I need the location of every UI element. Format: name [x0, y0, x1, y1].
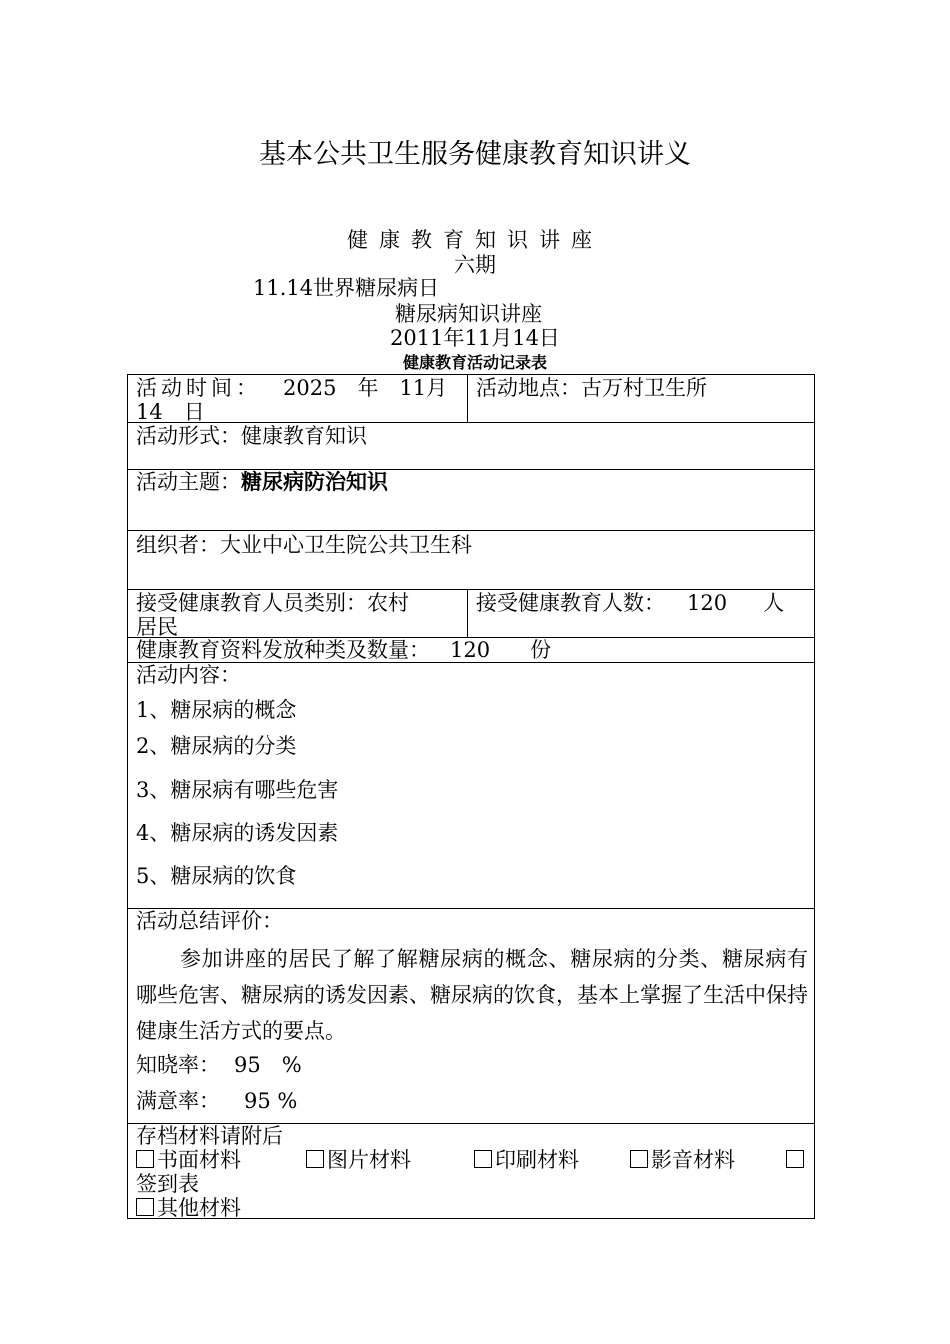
- archive-option-label: 图片材料: [327, 1148, 411, 1172]
- checkbox-icon[interactable]: [136, 1150, 154, 1168]
- satisfaction-rate-value: 95 %: [244, 1089, 298, 1113]
- table-caption: 健康教育活动记录表: [402, 353, 547, 372]
- archive-option-other[interactable]: [136, 1196, 241, 1220]
- activity-record-table: [127, 374, 815, 1219]
- content-item: 3、糖尿病有哪些危害: [136, 778, 339, 802]
- audience-category-value-cont: 居民: [136, 615, 178, 639]
- checkbox-icon[interactable]: [306, 1150, 324, 1168]
- content-item: 5、糖尿病的饮食: [136, 864, 297, 888]
- archive-option-label: 影音材料: [651, 1148, 735, 1172]
- column-divider: [467, 589, 468, 637]
- activity-time-cell: [136, 376, 461, 424]
- archive-option-written[interactable]: [136, 1148, 241, 1172]
- archive-option-audiovisual[interactable]: [630, 1148, 735, 1172]
- lecture-series: 健康教育知识讲座: [347, 228, 603, 252]
- activity-theme-value: 糖尿病防治知识: [241, 470, 388, 494]
- archive-option-signin-label: 签到表: [136, 1172, 199, 1196]
- organizer-label: 组织者：: [136, 533, 220, 557]
- activity-place-label: 活动地点：: [476, 376, 581, 400]
- event-name: 11.14世界糖尿病日: [253, 276, 440, 300]
- content-item: 2、糖尿病的分类: [136, 734, 297, 758]
- archive-option-label: 其他材料: [157, 1196, 241, 1220]
- row-divider: [128, 530, 814, 531]
- activity-form-label: 活动形式：: [136, 424, 241, 448]
- archive-option-label: 印刷材料: [495, 1148, 579, 1172]
- column-divider: [467, 375, 468, 422]
- row-divider: [128, 589, 814, 590]
- organizer-value: 大业中心卫生院公共卫生科: [220, 533, 472, 557]
- lecture-date: 2011年11月14日: [390, 326, 560, 350]
- awareness-rate: [136, 1053, 302, 1077]
- activity-form-value: 健康教育知识: [241, 424, 367, 448]
- audience-count-unit: 人: [763, 591, 785, 615]
- materials-cell: [136, 638, 551, 662]
- checkbox-icon[interactable]: [136, 1198, 154, 1216]
- archive-option-pictures[interactable]: [306, 1148, 411, 1172]
- summary-label: 活动总结评价：: [136, 909, 283, 933]
- activity-form-cell: [136, 424, 367, 448]
- page-title: 基本公共卫生服务健康教育知识讲义: [259, 139, 691, 170]
- organizer-cell: [136, 533, 472, 557]
- satisfaction-rate: [136, 1089, 297, 1113]
- audience-category-value: 农村: [367, 591, 409, 615]
- lecture-title: 糖尿病知识讲座: [395, 302, 542, 326]
- awareness-rate-value: 95 %: [234, 1053, 302, 1077]
- audience-count-label: 接受健康教育人数：: [476, 591, 665, 615]
- archive-option-label: 书面材料: [157, 1148, 241, 1172]
- activity-time-value-cont: 14 日: [136, 400, 205, 424]
- content-item: 4、糖尿病的诱发因素: [136, 821, 339, 845]
- audience-count-value: 120: [687, 591, 728, 615]
- checkbox-icon[interactable]: [474, 1150, 492, 1168]
- checkbox-icon[interactable]: [786, 1150, 804, 1168]
- content-label: 活动内容：: [136, 663, 241, 687]
- activity-place-value: 古万村卫生所: [581, 376, 707, 400]
- content-item: 1、糖尿病的概念: [136, 698, 297, 722]
- awareness-rate-label: 知晓率：: [136, 1053, 220, 1077]
- materials-label: 健康教育资料发放种类及数量：: [136, 638, 430, 662]
- activity-place-cell: [476, 376, 707, 400]
- activity-theme-label: 活动主题：: [136, 470, 241, 494]
- activity-theme-cell: [136, 470, 388, 494]
- summary-text: 参加讲座的居民了解了解糖尿病的概念、糖尿病的分类、糖尿病有哪些危害、糖尿病的诱发因素、糖尿病的饮食，基本上掌握了生活中保持健康生活方式的要点。: [136, 947, 808, 1043]
- audience-count-cell: [476, 591, 811, 615]
- archive-option-signin[interactable]: [786, 1148, 807, 1172]
- activity-time-label: 活动时间：: [136, 376, 261, 400]
- materials-unit: 份: [530, 638, 552, 662]
- audience-category-label: 接受健康教育人员类别：: [136, 591, 367, 615]
- audience-category-cell: [136, 591, 464, 639]
- issue-number: 六期: [454, 253, 496, 277]
- archive-label: 存档材料请附后: [136, 1124, 283, 1148]
- checkbox-icon[interactable]: [630, 1150, 648, 1168]
- archive-option-printed[interactable]: [474, 1148, 579, 1172]
- materials-value: 120: [450, 638, 491, 662]
- activity-time-value: 2025 年 11月: [283, 376, 448, 400]
- satisfaction-rate-label: 满意率：: [136, 1089, 220, 1113]
